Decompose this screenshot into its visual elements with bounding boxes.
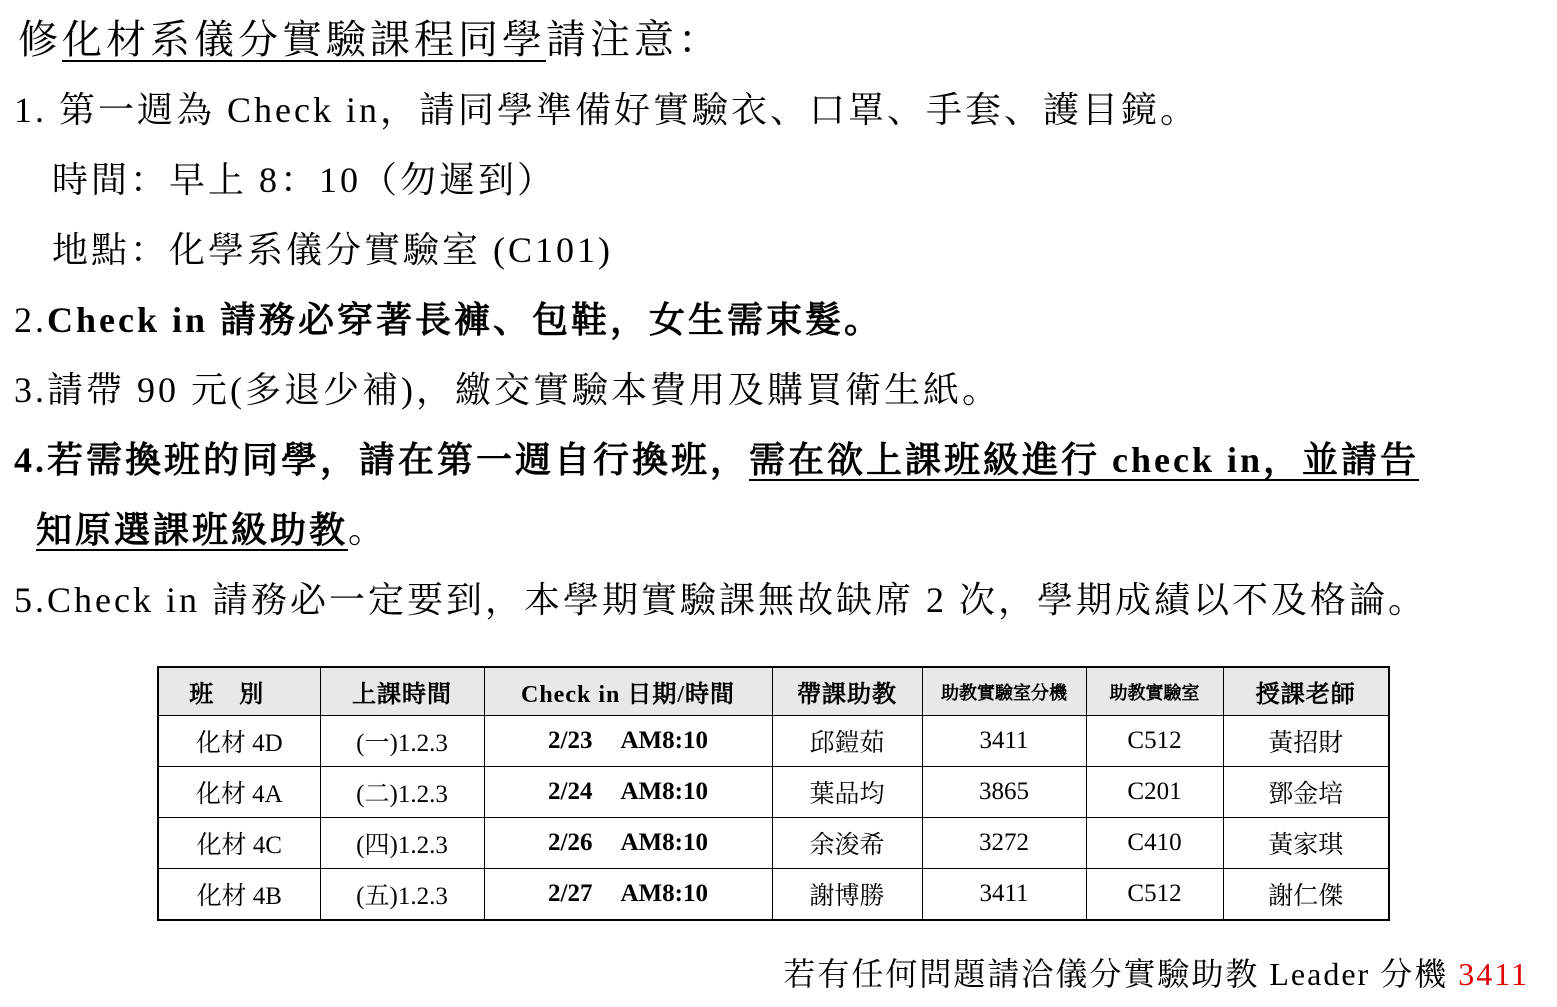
cell-ext: 3865 <box>922 767 1086 818</box>
header-ta: 帶課助教 <box>772 667 922 716</box>
cell-ext: 3272 <box>922 818 1086 869</box>
item-4-underlined: 需在欲上課班級進行 check in，並請告 <box>749 440 1420 480</box>
item-2-number: 2. <box>14 300 47 340</box>
notice-item-1-place: 地點：化學系儀分實驗室 (C101) <box>52 230 613 270</box>
checkin-date: 2/26 <box>548 829 593 856</box>
cell-checkin <box>484 869 772 921</box>
cell-ext: 3411 <box>922 869 1086 921</box>
cell-lab: C512 <box>1086 869 1223 921</box>
header-time: 上課時間 <box>320 667 484 716</box>
checkin-clock: AM8:10 <box>620 829 708 856</box>
cell-ta: 邱鎧茹 <box>772 716 922 767</box>
cell-class: 化材 4C <box>158 818 320 869</box>
notice-item-2 <box>14 296 883 344</box>
title-suffix: 請注意： <box>546 17 722 62</box>
cell-time: (二)1.2.3 <box>320 767 484 818</box>
item-4-text: 4.若需換班的同學，請在第一週自行換班， <box>14 440 750 480</box>
checkin-date: 2/24 <box>548 778 593 805</box>
notice-item-4-cont <box>36 506 387 554</box>
notice-item-1: 1. 第一週為 Check in，請同學準備好實驗衣、口罩、手套、護目鏡。 <box>14 90 1199 130</box>
checkin-date: 2/27 <box>548 880 593 907</box>
notice-item-1-time: 時間：早上 8：10（勿遲到） <box>52 160 557 200</box>
cell-class: 化材 4A <box>158 767 320 818</box>
cell-lab: C512 <box>1086 716 1223 767</box>
item-2-text: Check in 請務必穿著長褲、包鞋，女生需束髮。 <box>47 300 884 340</box>
checkin-date: 2/23 <box>548 727 593 754</box>
table-row <box>158 767 1389 818</box>
notice-item-4 <box>14 436 1419 484</box>
cell-class: 化材 4B <box>158 869 320 921</box>
header-class: 班別 <box>158 667 320 716</box>
cell-checkin <box>484 767 772 818</box>
cell-ta: 余浚希 <box>772 818 922 869</box>
notice-item-5: 5.Check in 請務必一定要到，本學期實驗課無故缺席 2 次，學期成績以不及格論。 <box>14 580 1427 620</box>
cell-checkin <box>484 716 772 767</box>
title-underlined: 化材系儀分實驗課程同學 <box>62 17 546 62</box>
notice-item-3: 3.請帶 90 元(多退少補)，繳交實驗本費用及購買衛生紙。 <box>14 370 1001 410</box>
header-checkin: Check in 日期/時間 <box>484 667 772 716</box>
cell-ta: 葉品均 <box>772 767 922 818</box>
checkin-clock: AM8:10 <box>620 778 708 805</box>
header-lab: 助教實驗室 <box>1086 667 1223 716</box>
header-ext: 助教實驗室分機 <box>922 667 1086 716</box>
cell-teacher: 謝仁傑 <box>1223 869 1389 921</box>
contact-footer <box>783 950 1529 998</box>
cell-ta: 謝博勝 <box>772 869 922 921</box>
cell-lab: C410 <box>1086 818 1223 869</box>
item-4-underlined-cont: 知原選課班級助教 <box>36 510 349 550</box>
cell-teacher: 鄧金培 <box>1223 767 1389 818</box>
checkin-clock: AM8:10 <box>620 727 708 754</box>
footer-extension: 3411 <box>1458 956 1529 992</box>
cell-lab: C201 <box>1086 767 1223 818</box>
schedule-table <box>157 666 1390 921</box>
table-row <box>158 869 1389 921</box>
checkin-clock: AM8:10 <box>620 880 708 907</box>
cell-checkin <box>484 818 772 869</box>
table-row <box>158 716 1389 767</box>
title-prefix: 修 <box>18 17 62 62</box>
table-row <box>158 818 1389 869</box>
page-title <box>18 12 722 68</box>
cell-teacher: 黃招財 <box>1223 716 1389 767</box>
item-4-period: 。 <box>348 510 388 550</box>
cell-ext: 3411 <box>922 716 1086 767</box>
cell-time: (一)1.2.3 <box>320 716 484 767</box>
cell-class: 化材 4D <box>158 716 320 767</box>
cell-teacher: 黃家琪 <box>1223 818 1389 869</box>
header-teacher: 授課老師 <box>1223 667 1389 716</box>
table-header-row <box>158 667 1389 716</box>
footer-text: 若有任何問題請洽儀分實驗助教 Leader 分機 <box>783 956 1459 992</box>
cell-time: (四)1.2.3 <box>320 818 484 869</box>
cell-time: (五)1.2.3 <box>320 869 484 921</box>
